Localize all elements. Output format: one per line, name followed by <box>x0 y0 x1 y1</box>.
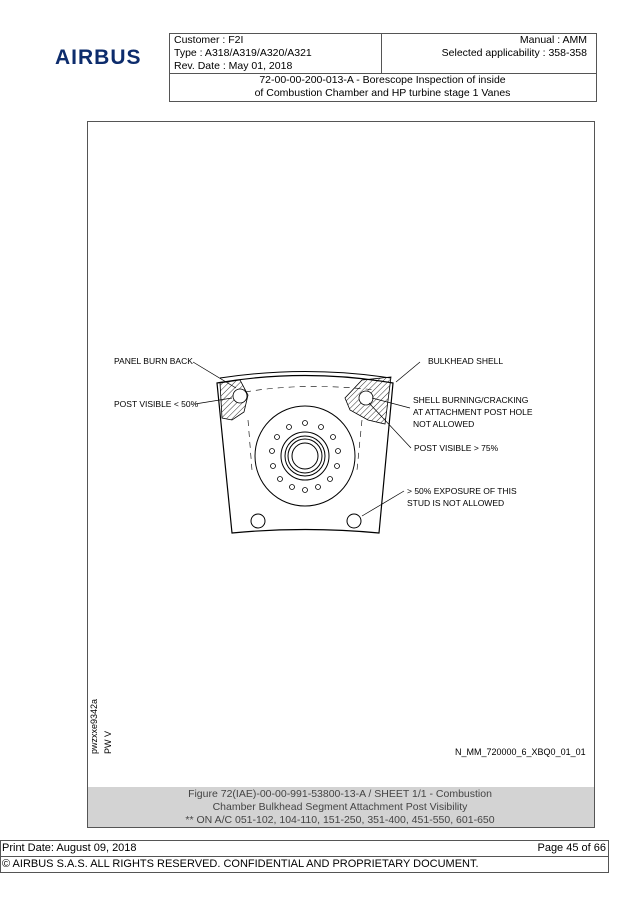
airbus-logo: AIRBUS <box>55 46 142 69</box>
rev-date-field: Rev. Date : May 01, 2018 <box>174 60 293 72</box>
caption-line: Chamber Bulkhead Segment Attachment Post Visibility <box>212 801 468 813</box>
caption-line: Figure 72(IAE)-00-00-991-53800-13-A / SHEET 1/1 - Combustion <box>188 788 492 800</box>
label-bulkhead-shell: BULKHEAD SHELL <box>428 356 504 366</box>
caption-line: ** ON A/C 051-102, 104-110, 151-250, 351-400, 451-550, 601-650 <box>185 814 495 826</box>
label-panel-burn-back: PANEL BURN BACK <box>114 356 193 366</box>
label-shell-burning: SHELL BURNING/CRACKING <box>413 395 529 405</box>
label-exposure: > 50% EXPOSURE OF THIS <box>407 486 517 496</box>
print-date: Print Date: August 09, 2018 <box>2 842 137 854</box>
copyright-notice: © AIRBUS S.A.S. ALL RIGHTS RESERVED. CONFIDENTIAL AND PROPRIETARY DOCUMENT. <box>2 858 479 870</box>
task-title-line: of Combustion Chamber and HP turbine stage 1 Vanes <box>254 87 511 99</box>
task-title-line: 72-00-00-200-013-A - Borescope Inspection of inside <box>259 74 506 86</box>
side-code: pwzxxe9342a <box>89 698 99 754</box>
customer-field: Customer : F2I <box>174 34 244 46</box>
label-post-visible-lt: POST VISIBLE < 50% <box>114 399 199 409</box>
label-shell-burning: NOT ALLOWED <box>413 419 475 429</box>
applicability-field: Selected applicability : 358-358 <box>441 47 587 59</box>
page-number: Page 45 of 66 <box>537 842 606 854</box>
type-field: Type : A318/A319/A320/A321 <box>174 47 312 59</box>
side-pw: PW V <box>103 730 113 754</box>
label-exposure: STUD IS NOT ALLOWED <box>407 498 505 508</box>
figure-caption <box>87 788 593 827</box>
label-shell-burning: AT ATTACHMENT POST HOLE <box>413 407 533 417</box>
label-post-visible-gt: POST VISIBLE > 75% <box>414 443 499 453</box>
figure-reference: N_MM_720000_6_XBQ0_01_01 <box>455 747 586 757</box>
manual-field: Manual : AMM <box>519 34 587 46</box>
